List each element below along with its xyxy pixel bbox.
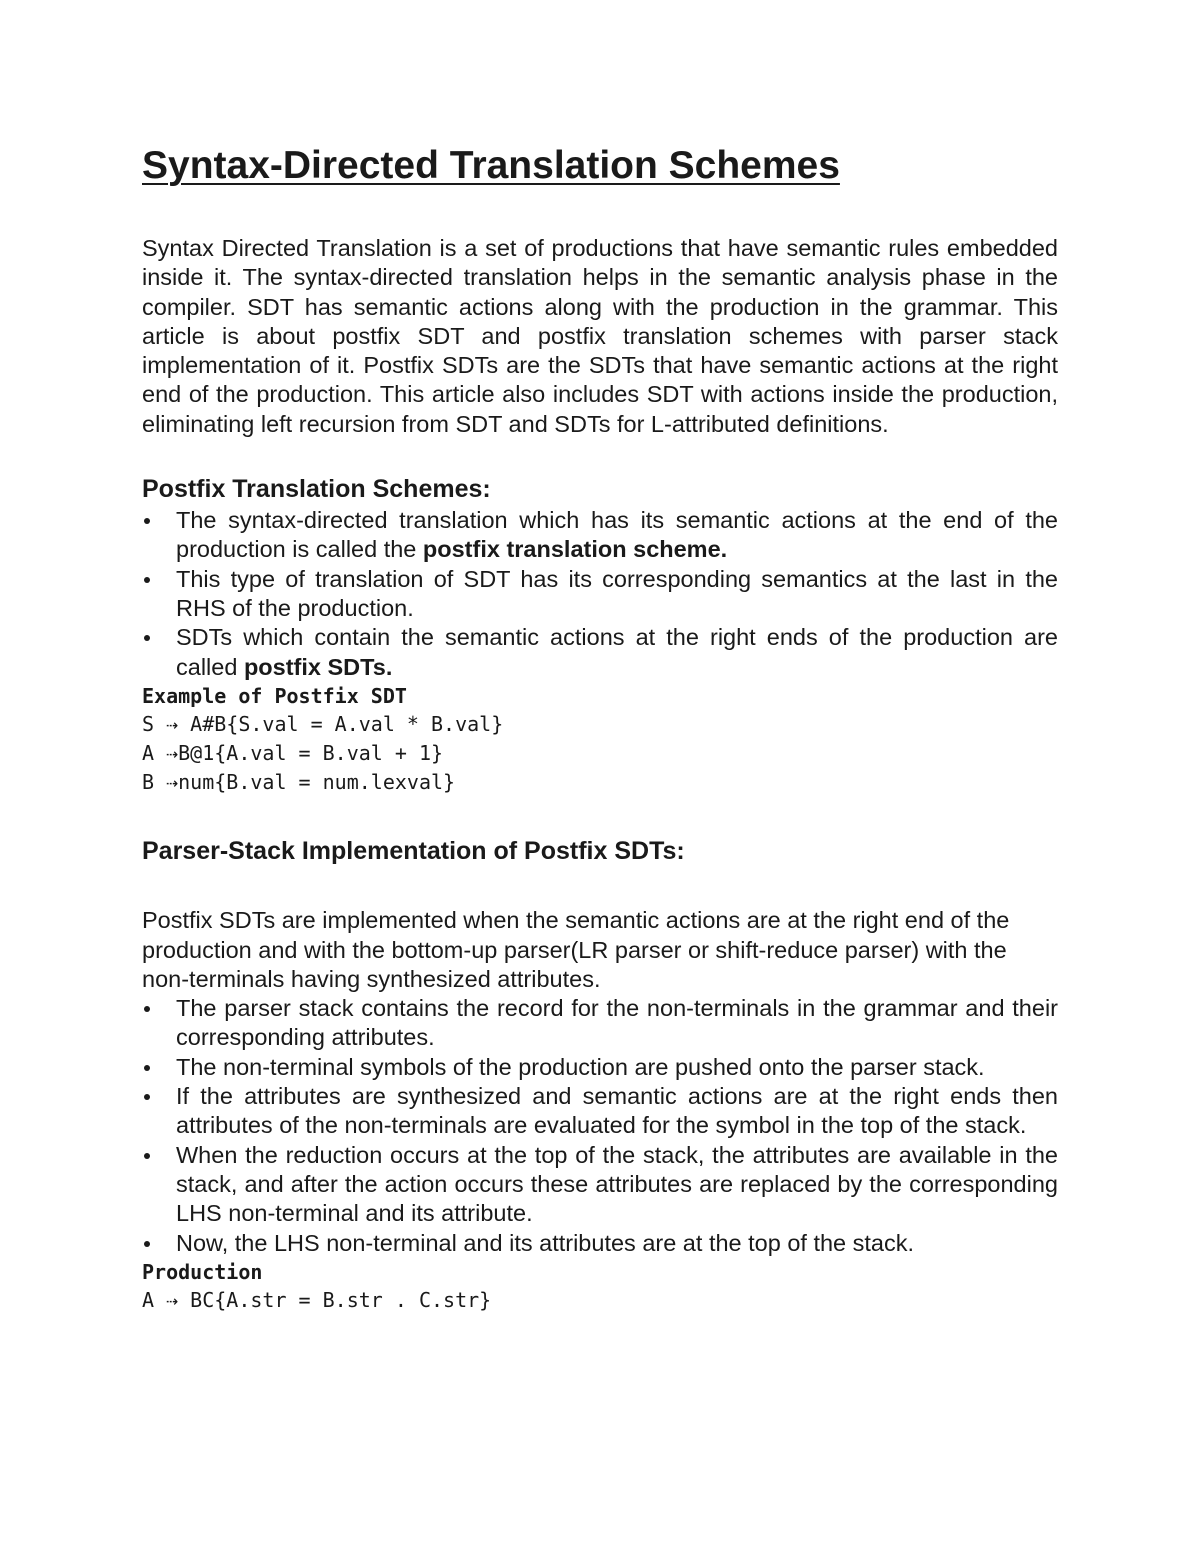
code-line: A ⇢B@1{A.val = B.val + 1} xyxy=(142,741,444,766)
bullet-icon xyxy=(144,577,150,583)
bullet-text: The non-terminal symbols of the production are pushed onto the parser stack. xyxy=(176,1053,985,1080)
bullet-text: If the attributes are synthesized and semantic actions are at the right ends then attributes of the non-terminals are evaluated for the symbol in the top of the stack. xyxy=(176,1083,1058,1139)
production-heading: Production xyxy=(142,1259,263,1284)
example-heading: Example of Postfix SDT xyxy=(142,683,407,708)
list-item xyxy=(142,565,1058,624)
document-page xyxy=(142,140,1058,1315)
code-line: B ⇢num{B.val = num.lexval} xyxy=(142,769,456,794)
postfix-bullet-list xyxy=(142,506,1058,682)
bullet-icon xyxy=(144,635,150,641)
list-item xyxy=(142,1053,1058,1082)
intro-paragraph: Syntax Directed Translation is a set of productions that have semantic rules embedded inside it. The syntax-directed translation helps in the semantic analysis phase in the compiler. SDT has semantic actions along with the production in the grammar. This article is about postfix SDT and postfix translation schemes with parser stack implementation of it. Postfix SDTs are the SDTs that have semantic actions at the right end of the production. This article also includes SDT with actions inside the production, eliminating left recursion from SDT and SDTs for L-attributed definitions. xyxy=(142,235,1058,437)
parser-paragraph: Postfix SDTs are implemented when the semantic actions are at the right end of the production and with the bottom-up parser(LR parser or shift-reduce parser) with the non-terminals having synthesized attributes. xyxy=(142,907,1010,992)
bullet-bold-text: postfix translation scheme. xyxy=(422,536,728,563)
list-item xyxy=(142,1229,1058,1258)
bullet-icon xyxy=(144,1006,150,1012)
bullet-bold-text: postfix SDTs. xyxy=(243,653,393,680)
parser-bullet-list xyxy=(142,994,1058,1258)
list-item xyxy=(142,994,1058,1053)
bullet-icon xyxy=(144,1094,150,1100)
list-item xyxy=(142,623,1058,682)
bullet-text: This type of translation of SDT has its corresponding semantics at the last in the RHS of the production. xyxy=(176,565,1058,621)
bullet-icon xyxy=(144,1153,150,1159)
bullet-text: The parser stack contains the record for the non-terminals in the grammar and their corresponding attributes. xyxy=(176,995,1058,1051)
list-item xyxy=(142,1141,1058,1229)
parser-stack-heading: Parser-Stack Implementation of Postfix SDTs: xyxy=(142,837,685,866)
bullet-icon xyxy=(144,518,150,524)
list-item xyxy=(142,506,1058,565)
bullet-text: SDTs which contain the semantic actions at the right ends of the production are called xyxy=(176,624,1058,680)
bullet-text: The syntax-directed translation which has its semantic actions at the end of the production is called the xyxy=(176,507,1058,563)
bullet-text: Now, the LHS non-terminal and its attributes are at the top of the stack. xyxy=(176,1229,915,1256)
list-item xyxy=(142,1082,1058,1141)
code-line: S ⇢ A#B{S.val = A.val * B.val} xyxy=(142,712,504,737)
bullet-icon xyxy=(144,1065,150,1071)
postfix-heading: Postfix Translation Schemes: xyxy=(142,475,491,504)
page-title: Syntax-Directed Translation Schemes xyxy=(142,144,840,187)
bullet-icon xyxy=(144,1241,150,1247)
bullet-text: When the reduction occurs at the top of the stack, the attributes are available in the stack, and after the action occurs these attributes are replaced by the corresponding LHS non-terminal and its attribute. xyxy=(176,1141,1058,1227)
code-line: A ⇢ BC{A.str = B.str . C.str} xyxy=(142,1288,492,1313)
